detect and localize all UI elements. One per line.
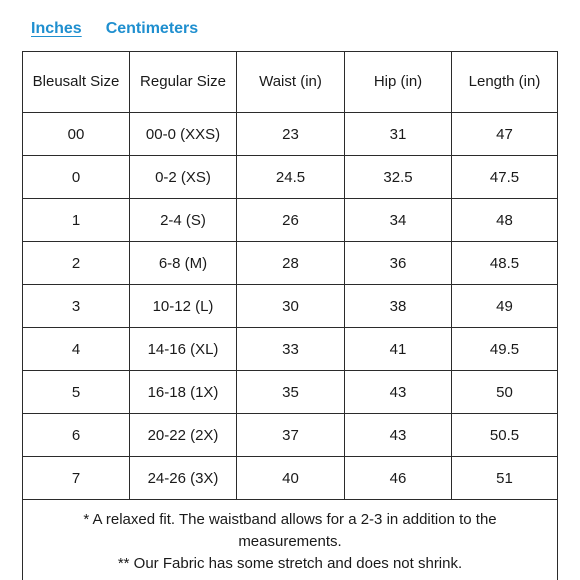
cell-regular-size: 16-18 (1X) [130, 371, 237, 414]
size-table [22, 51, 558, 580]
cell-regular-size: 14-16 (XL) [130, 328, 237, 371]
tab-inches[interactable]: Inches [31, 20, 82, 37]
table-row [23, 242, 558, 285]
cell-hip: 43 [345, 371, 452, 414]
table-row [23, 156, 558, 199]
cell-length: 47 [452, 113, 558, 156]
cell-waist: 23 [237, 113, 345, 156]
header-length: Length (in) [452, 52, 558, 113]
cell-bleusalt-size: 0 [23, 156, 130, 199]
cell-length: 50 [452, 371, 558, 414]
cell-regular-size: 24-26 (3X) [130, 457, 237, 500]
cell-bleusalt-size: 4 [23, 328, 130, 371]
note-fabric-stretch: ** Our Fabric has some stretch and does not shrink. [117, 555, 463, 572]
cell-length: 50.5 [452, 414, 558, 457]
cell-length: 47.5 [452, 156, 558, 199]
cell-regular-size: 0-2 (XS) [130, 156, 237, 199]
cell-hip: 46 [345, 457, 452, 500]
cell-waist: 30 [237, 285, 345, 328]
cell-hip: 31 [345, 113, 452, 156]
cell-regular-size: 10-12 (L) [130, 285, 237, 328]
table-row [23, 371, 558, 414]
table-header-row [23, 52, 558, 113]
cell-hip: 32.5 [345, 156, 452, 199]
cell-bleusalt-size: 3 [23, 285, 130, 328]
table-row [23, 285, 558, 328]
size-chart [22, 51, 557, 580]
header-bleusalt-size: Bleusalt Size [23, 52, 130, 113]
header-regular-size: Regular Size [130, 52, 237, 113]
cell-waist: 28 [237, 242, 345, 285]
cell-waist: 26 [237, 199, 345, 242]
cell-length: 48.5 [452, 242, 558, 285]
unit-tabs [31, 20, 198, 38]
cell-waist: 24.5 [237, 156, 345, 199]
cell-length: 49.5 [452, 328, 558, 371]
cell-regular-size: 00-0 (XXS) [130, 113, 237, 156]
table-row [23, 199, 558, 242]
cell-waist: 35 [237, 371, 345, 414]
cell-hip: 36 [345, 242, 452, 285]
table-row [23, 328, 558, 371]
cell-regular-size: 6-8 (M) [130, 242, 237, 285]
header-hip: Hip (in) [345, 52, 452, 113]
cell-hip: 38 [345, 285, 452, 328]
notes-cell [23, 500, 558, 580]
cell-bleusalt-size: 6 [23, 414, 130, 457]
header-waist: Waist (in) [237, 52, 345, 113]
note-relaxed-fit: * A relaxed fit. The waistband allows for a 2-3 in addition to the measurements. [83, 511, 497, 550]
cell-length: 51 [452, 457, 558, 500]
table-row [23, 113, 558, 156]
cell-waist: 40 [237, 457, 345, 500]
cell-regular-size: 20-22 (2X) [130, 414, 237, 457]
cell-bleusalt-size: 1 [23, 199, 130, 242]
cell-bleusalt-size: 7 [23, 457, 130, 500]
cell-regular-size: 2-4 (S) [130, 199, 237, 242]
cell-hip: 43 [345, 414, 452, 457]
cell-waist: 33 [237, 328, 345, 371]
cell-bleusalt-size: 00 [23, 113, 130, 156]
table-row [23, 457, 558, 500]
cell-waist: 37 [237, 414, 345, 457]
notes-row [23, 500, 558, 580]
cell-length: 48 [452, 199, 558, 242]
cell-length: 49 [452, 285, 558, 328]
cell-bleusalt-size: 5 [23, 371, 130, 414]
cell-hip: 34 [345, 199, 452, 242]
cell-bleusalt-size: 2 [23, 242, 130, 285]
table-row [23, 414, 558, 457]
tab-centimeters[interactable]: Centimeters [105, 20, 199, 37]
cell-hip: 41 [345, 328, 452, 371]
